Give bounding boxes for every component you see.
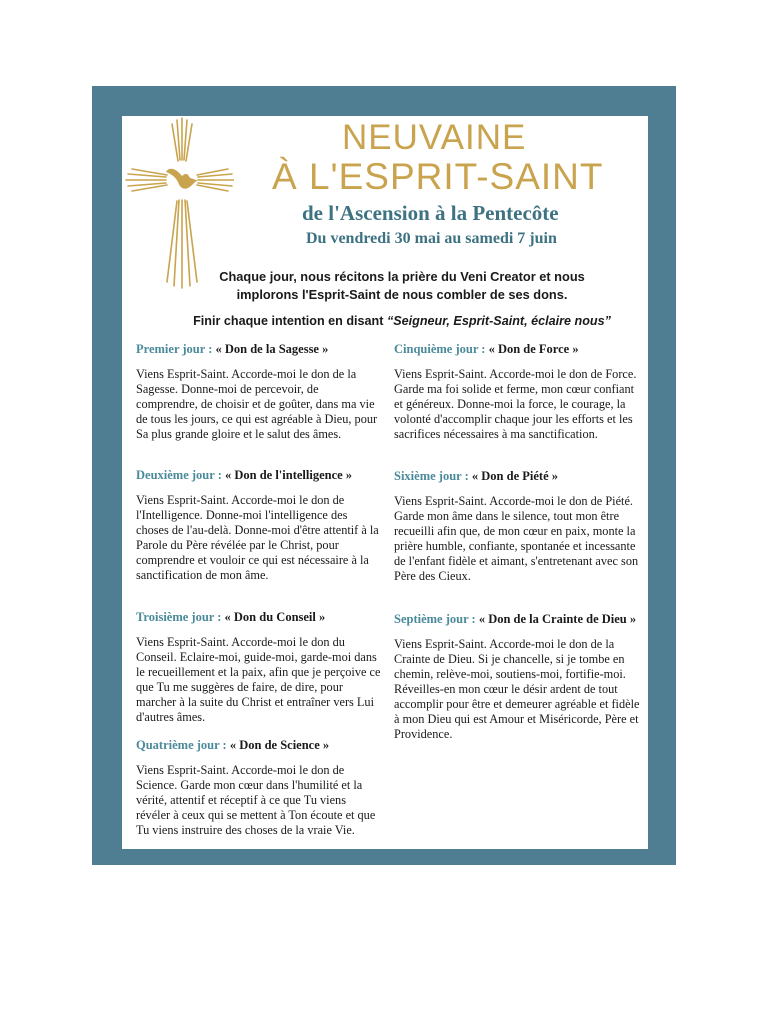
- title-line2: À L'ESPRIT-SAINT: [272, 156, 604, 197]
- day-gift: « Don de la Sagesse »: [215, 342, 329, 356]
- day-gift: « Don de Science »: [229, 738, 330, 752]
- day-2: [136, 468, 382, 583]
- day-7: [394, 612, 644, 742]
- day-text: Viens Esprit-Saint. Accorde-moi le don de Force. Garde ma foi solide et ferme, mon cœur confiant et généreux. Donne-moi la force, le courage, la volonté d'accomplir chaque jour les efforts et les sacrifices nécessaires à ma sanctification.: [394, 367, 637, 441]
- day-6: [394, 469, 644, 584]
- day-text: Viens Esprit-Saint. Accorde-moi le don de la Crainte de Dieu. Si je chancelle, si je tombe en chemin, relève-moi, soutiens-moi, fortifie-moi. Réveilles-en mon cœur le désir ardent de tout accomplir pour être et demeurer agréable et fidèle à mon Dieu qui est Amour et Miséricorde, Père et Providence.: [394, 637, 640, 741]
- day-5: [394, 342, 644, 442]
- day-3: [136, 610, 382, 725]
- day-label: Deuxième jour :: [136, 468, 222, 482]
- day-label: Quatrième jour :: [136, 738, 227, 752]
- day-text: Viens Esprit-Saint. Accorde-moi le don de l'Intelligence. Donne-moi l'intelligence des choses de l'au-delà. Donne-moi d'être attentif à la Parole du Père révélée par le Christ, pour comprendre et vouloir ce qui est nécessaire à la sanctification de mon âme.: [136, 493, 379, 582]
- day-label: Sixième jour :: [394, 469, 469, 483]
- day-label: Premier jour :: [136, 342, 213, 356]
- day-label: Cinquième jour :: [394, 342, 486, 356]
- intro-text: Chaque jour, nous récitons la prière du Veni Creator et nous implorons l'Esprit-Saint de nous combler de ses dons.: [219, 269, 585, 302]
- day-gift: « Don de l'intelligence »: [224, 468, 353, 482]
- day-text: Viens Esprit-Saint. Accorde-moi le don de Piété. Garde mon âme dans le silence, tout mon être recueilli afin que, de mon cœur en paix, monte la prière humble, confiante, spontanée et incessante de l'enfant fidèle et aimant, s'entretenant avec son Père des Cieux.: [394, 494, 639, 583]
- day-4: [136, 738, 382, 838]
- day-text: Viens Esprit-Saint. Accorde-moi le don du Conseil. Eclaire-moi, guide-moi, garde-moi dans le recueillement et la paix, afin que je perçoive ce que Tu me suggères de faire, de dire, pour marcher à la suite du Christ et entraîner vers Lui d'autres âmes.: [136, 635, 381, 724]
- date-range: Du vendredi 30 mai au samedi 7 juin: [306, 230, 557, 247]
- day-gift: « Don de Piété »: [471, 469, 558, 483]
- day-gift: « Don du Conseil »: [224, 610, 326, 624]
- day-1: [136, 342, 382, 442]
- closing-quote: “Seigneur, Esprit-Saint, éclaire nous”: [386, 314, 611, 328]
- day-text: Viens Esprit-Saint. Accorde-moi le don de la Sagesse. Donne-moi de percevoir, de comprendre, de choisir et de goûter, dans ma vie de tous les jours, ce qui est agréable à Dieu, pour Sa plus grande gloire et le salut des âmes.: [136, 367, 378, 441]
- closing-text: Finir chaque intention en disant: [193, 314, 387, 328]
- day-gift: « Don de la Crainte de Dieu »: [478, 612, 637, 626]
- title-line1: NEUVAINE: [342, 118, 527, 157]
- subtitle: de l'Ascension à la Pentecôte: [302, 201, 559, 225]
- closing-instruction: [162, 314, 642, 328]
- day-label: Septième jour :: [394, 612, 476, 626]
- day-gift: « Don de Force »: [488, 342, 579, 356]
- document-page: [122, 116, 648, 849]
- day-label: Troisième jour :: [136, 610, 222, 624]
- day-text: Viens Esprit-Saint. Accorde-moi le don de Science. Garde mon cœur dans l'humilité et la vérité, attentif et réceptif à ce que Tu viens révéler à ceux qui se mettent à Ton écoute et que Tu viens instruire des choses de la vraie Vie.: [136, 763, 376, 837]
